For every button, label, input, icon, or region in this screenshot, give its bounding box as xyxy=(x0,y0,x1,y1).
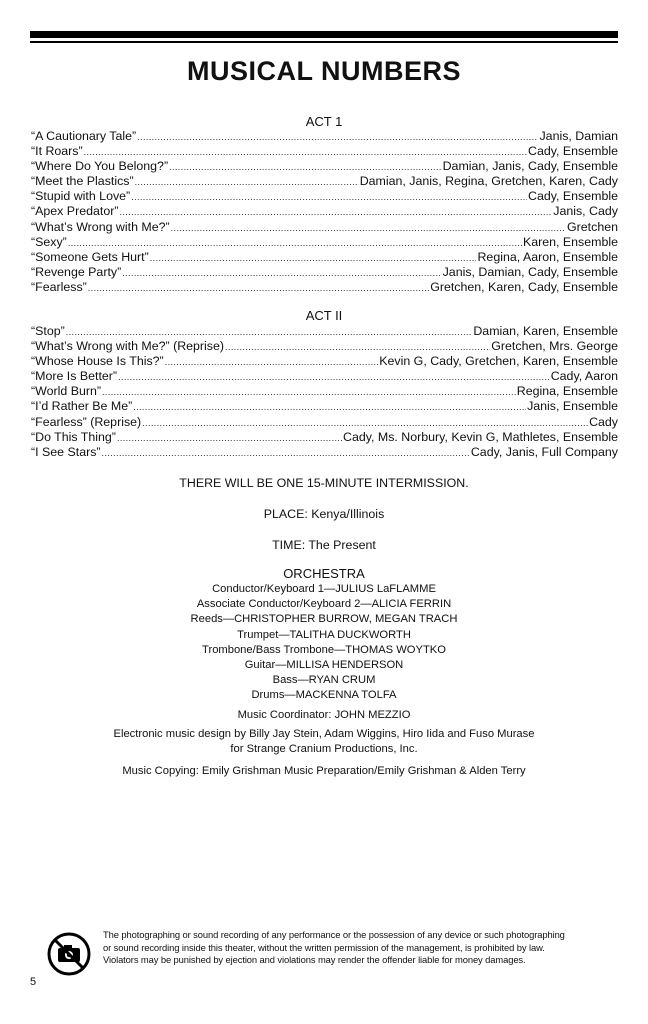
act1-song-list xyxy=(31,129,618,295)
dot-leader xyxy=(169,160,442,174)
dot-leader xyxy=(142,416,588,430)
orchestra-member: Trombone/Bass Trombone—THOMAS WOYTKO xyxy=(202,643,446,656)
song-title: “I’d Rather Be Me” xyxy=(31,399,133,414)
song-cast: Damian, Janis, Regina, Gretchen, Karen, Cady xyxy=(359,174,618,189)
song-title: “Apex Predator” xyxy=(31,204,119,219)
song-cast: Gretchen, Karen, Cady, Ensemble xyxy=(430,279,618,294)
song-title: “Someone Gets Hurt” xyxy=(31,249,149,264)
song-cast: Janis, Damian, Cady, Ensemble xyxy=(442,264,618,279)
song-row xyxy=(31,265,618,280)
song-row xyxy=(31,220,618,235)
song-row xyxy=(31,235,618,250)
song-row xyxy=(31,280,618,295)
song-row xyxy=(31,129,618,144)
page-number: 5 xyxy=(30,976,37,988)
dot-leader xyxy=(150,251,477,265)
act2-song-list xyxy=(31,324,618,460)
song-row xyxy=(31,339,618,354)
song-title: “Sexy” xyxy=(31,234,67,249)
song-row xyxy=(31,204,618,219)
dot-leader xyxy=(84,145,527,159)
recording-prohibition-notice xyxy=(103,929,615,967)
orchestra-list xyxy=(0,582,648,704)
song-cast: Cady, Janis, Full Company xyxy=(470,444,618,459)
song-row xyxy=(31,159,618,174)
song-title: “More Is Better” xyxy=(31,369,118,384)
notice-line: or sound recording inside this theater, without the written permission of the management, is prohibited by law. xyxy=(103,941,545,953)
dot-leader xyxy=(225,340,490,354)
act2-heading: ACT II xyxy=(305,308,343,323)
dot-leader xyxy=(133,400,526,414)
song-row xyxy=(31,354,618,369)
place-line: PLACE: Kenya/Illinois xyxy=(263,507,385,521)
song-row xyxy=(31,369,618,384)
song-title: “World Burn” xyxy=(31,384,101,399)
song-cast: Cady, Ensemble xyxy=(528,189,618,204)
song-cast: Janis, Ensemble xyxy=(527,399,618,414)
dot-leader xyxy=(171,221,566,235)
electronic-design-credit xyxy=(0,727,648,757)
song-title: “Fearless” xyxy=(31,279,87,294)
song-cast: Cady, Ms. Norbury, Kevin G, Mathletes, Ensemble xyxy=(343,429,618,444)
song-cast: Gretchen, Mrs. George xyxy=(491,339,618,354)
song-row xyxy=(31,250,618,265)
orchestra-member: Drums—MACKENNA TOLFA xyxy=(251,689,397,702)
act1-heading: ACT 1 xyxy=(305,114,343,129)
orchestra-member: Associate Conductor/Keyboard 2—ALICIA FERRIN xyxy=(196,598,452,611)
dot-leader xyxy=(66,325,473,339)
song-title: “Stop” xyxy=(31,324,65,338)
song-title: “It Roars” xyxy=(31,144,83,159)
no-camera-icon xyxy=(47,932,91,976)
orchestra-member: Bass—RYAN CRUM xyxy=(272,674,376,687)
song-title: “I See Stars” xyxy=(31,444,101,459)
music-copying-credit: Music Copying: Emily Grishman Music Preparation/Emily Grishman & Alden Terry xyxy=(122,765,526,777)
song-cast: Cady, Aaron xyxy=(550,369,618,384)
song-cast: Kevin G, Cady, Gretchen, Karen, Ensemble xyxy=(379,354,618,369)
song-row xyxy=(31,189,618,204)
song-title: “What’s Wrong with Me?” xyxy=(31,219,170,234)
dot-leader xyxy=(137,130,538,144)
song-title: “What’s Wrong with Me?” (Reprise) xyxy=(31,339,225,354)
song-cast: Janis, Damian xyxy=(539,129,618,143)
orchestra-member: Conductor/Keyboard 1—JULIUS LaFLAMME xyxy=(212,583,436,595)
song-title: “Do This Thing” xyxy=(31,429,116,444)
orchestra-member: Guitar—MILLISA HENDERSON xyxy=(244,659,404,672)
song-cast: Cady xyxy=(589,414,618,429)
music-coordinator: Music Coordinator: JOHN MEZZIO xyxy=(237,709,411,721)
song-title: “Meet the Plastics” xyxy=(31,174,134,189)
dot-leader xyxy=(122,266,441,280)
song-title: “Stupid with Love” xyxy=(31,189,131,204)
dot-leader xyxy=(131,190,527,204)
song-cast: Cady, Ensemble xyxy=(528,144,618,159)
song-title: “A Cautionary Tale” xyxy=(31,129,137,143)
dot-leader xyxy=(88,281,429,295)
orchestra-member: Trumpet—TALITHA DUCKWORTH xyxy=(237,628,411,641)
dot-leader xyxy=(102,446,470,460)
page-title: MUSICAL NUMBERS xyxy=(186,56,461,86)
time-line: TIME: The Present xyxy=(272,538,376,552)
song-row xyxy=(31,399,618,414)
orchestra-member: Reeds—CHRISTOPHER BURROW, MEGAN TRACH xyxy=(190,613,458,626)
notice-line: The photographing or sound recording of any performance or the possession of any device or such photographing xyxy=(103,929,565,940)
dot-leader xyxy=(118,370,550,384)
dot-leader xyxy=(68,236,522,250)
song-cast: Karen, Ensemble xyxy=(522,234,618,249)
song-row xyxy=(31,445,618,460)
dot-leader xyxy=(135,175,359,189)
song-title: “Whose House Is This?” xyxy=(31,354,164,369)
orchestra-heading: ORCHESTRA xyxy=(283,566,365,581)
song-row xyxy=(31,415,618,430)
song-title: “Where Do You Belong?” xyxy=(31,159,169,174)
top-rule-thick xyxy=(30,31,618,38)
song-title: “Fearless” (Reprise) xyxy=(31,414,142,429)
intermission-notice: THERE WILL BE ONE 15-MINUTE INTERMISSION. xyxy=(179,476,469,490)
dot-leader xyxy=(117,431,342,445)
song-row xyxy=(31,384,618,399)
dot-leader xyxy=(165,355,379,369)
top-rule-thin xyxy=(30,41,618,43)
song-row xyxy=(31,144,618,159)
song-cast: Regina, Aaron, Ensemble xyxy=(477,249,618,264)
song-row xyxy=(31,430,618,445)
song-row xyxy=(31,174,618,189)
song-cast: Gretchen xyxy=(567,219,618,234)
notice-line: Violators may be punished by ejection and violations may render the offender liable for money damages. xyxy=(103,954,526,966)
song-cast: Regina, Ensemble xyxy=(516,384,618,399)
song-cast: Damian, Karen, Ensemble xyxy=(473,324,618,338)
electronic-design-line: for Strange Cranium Productions, Inc. xyxy=(230,743,418,755)
dot-leader xyxy=(102,385,516,399)
dot-leader xyxy=(119,205,552,219)
song-row xyxy=(31,324,618,339)
electronic-design-line: Electronic music design by Billy Jay Stein, Adam Wiggins, Hiro Iida and Fuso Murase xyxy=(113,728,535,740)
song-cast: Damian, Janis, Cady, Ensemble xyxy=(442,159,618,174)
song-cast: Janis, Cady xyxy=(553,204,618,219)
song-title: “Revenge Party” xyxy=(31,264,122,279)
